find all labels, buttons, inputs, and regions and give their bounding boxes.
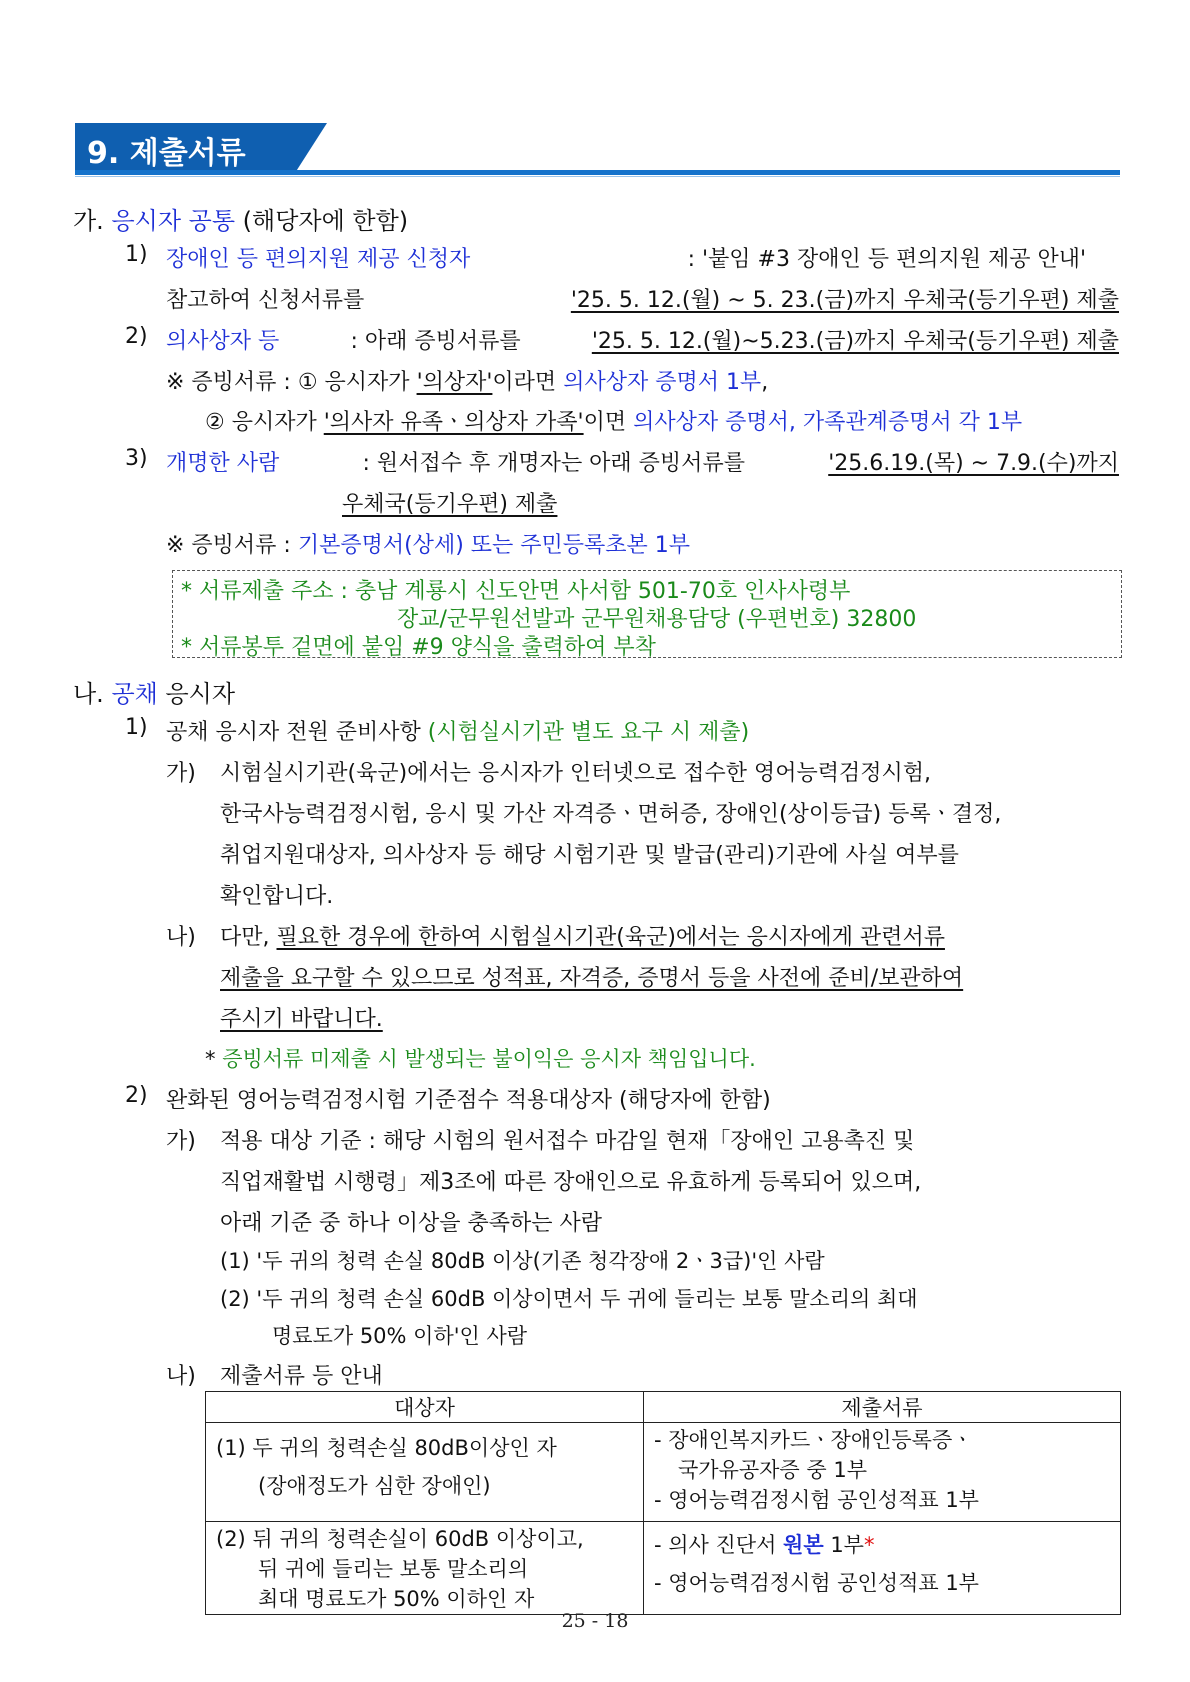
ga-item3-note-blue: 기본증명서(상세) 또는 주민등록초본 1부 (297, 533, 691, 558)
ga-item1-deadline: '25. 5. 12.(월) ~ 5. 23.(금)까지 우체국(등기우편) 제출 (570, 288, 1119, 313)
section-tab-slant (295, 123, 327, 173)
na-title-rest: 응시자 (165, 680, 236, 708)
docs-star: * (863, 1533, 875, 1557)
table-row (206, 1522, 1121, 1615)
text: 아래 기준 중 하나 이상을 충족하는 사람 (220, 1211, 602, 1236)
ga-item3-line1 (166, 446, 1119, 477)
ga-item2-note1-u: '의상자' (416, 370, 493, 395)
na-item1-note-star: * (205, 1047, 216, 1071)
ga-item2-note2-blue: 의사상자 증명서, 가족관계증명서 각 1부 (633, 410, 1023, 435)
ga-item2-note1-pre: ※ 증빙서류 : ① 응시자가 (166, 370, 410, 395)
table-cell-docs (644, 1522, 1121, 1615)
cell-line: (1) 두 귀의 청력손실 80dB이상인 자 (216, 1436, 557, 1460)
docs-pre: - 의사 진단서 (654, 1533, 777, 1557)
na-item1-na-line1 (220, 920, 945, 951)
na-item1-na-line3 (220, 1002, 383, 1033)
ga-item1-line2-pre: 참고하여 신청서류를 (166, 288, 365, 313)
text: 확인합니다. (220, 884, 334, 909)
address-line-2: 장교/군무원선발과 군무원채용담당 (우편번호) 32800 (397, 607, 917, 632)
ga-marker: 가. (73, 207, 104, 235)
ga-title-rest: (해당자에 한함) (242, 207, 409, 235)
ga-item3-note (166, 528, 690, 559)
na-item1-na-u1: 필요한 경우에 한하여 시험실시기관(육군)에서는 응시자에게 관련서류 (276, 925, 945, 950)
ga-item3-deadline2: 우체국(등기우편) 제출 (342, 492, 558, 517)
ga-item2-note2-mid: 이면 (583, 410, 627, 435)
ga-item1-line1 (166, 242, 1086, 273)
ga-item3-note-pre: ※ 증빙서류 : (166, 533, 291, 558)
address-note-box (172, 570, 1122, 658)
text: 적용 대상 기준 : 해당 시험의 원서접수 마감일 현재「장애인 고용촉진 및 (220, 1129, 915, 1154)
na-title-blue: 공채 (111, 680, 158, 708)
na-item1-title-line (166, 715, 749, 746)
criterion-2: (2) '두 귀의 청력 손실 60dB 이상이면서 두 귀에 들리는 보통 말소리의 최대 (220, 1287, 918, 1311)
text: 한국사능력검정시험, 응시 및 가산 자격증ㆍ면허증, 장애인(상이등급) 등록ㆍ결정, (220, 802, 1002, 827)
na-item1-num: 1) (125, 715, 148, 740)
ga-item3-line2 (342, 487, 557, 518)
cell-line: - 장애인복지카드ㆍ장애인등록증ㆍ (654, 1428, 973, 1452)
na-item1-note (205, 1043, 756, 1073)
criterion-1: (1) '두 귀의 청력 손실 80dB 이상(기존 청각장애 2ㆍ3급)'인 사람 (220, 1249, 825, 1273)
ga-item2-deadline: '25. 5. 12.(월)~5.23.(금)까지 우체국(등기우편) 제출 (591, 329, 1119, 354)
na-heading (73, 674, 235, 709)
table-row (206, 1423, 1121, 1522)
ga-item1-num: 1) (125, 242, 148, 267)
na-item1-title: 공채 응시자 전원 준비사항 (166, 720, 421, 745)
ga-item2-note2-pre: ② 응시자가 (205, 410, 317, 435)
address-line: * 서류제출 주소 : 충남 계룡시 신도안면 사서함 501-70호 인사사령부 (181, 579, 851, 604)
ga-item2-note1 (166, 365, 768, 396)
na-item2-ga-marker: 가) (166, 1129, 196, 1154)
cell-line: - 영어능력검정시험 공인성적표 1부 (654, 1571, 979, 1595)
na-item1-ga-marker: 가) (166, 761, 196, 786)
na-item2-title-rest: (해당자에 한함) (619, 1088, 771, 1113)
criterion-2-cont: 명료도가 50% 이하'인 사람 (272, 1324, 528, 1348)
ga-item2-line (166, 324, 1119, 355)
ga-heading (73, 201, 408, 236)
ga-item2-note1-mid: 이라면 (492, 370, 557, 395)
na-item2-ga-line3 (220, 1206, 602, 1237)
ga-item3-deadline: '25.6.19.(목) ~ 7.9.(수)까지 (828, 451, 1119, 476)
table-cell-docs (644, 1423, 1121, 1522)
na-item1-na-marker: 나) (166, 925, 196, 950)
table-header: 대상자 (206, 1392, 644, 1423)
na-item1-ga-line3 (220, 838, 1119, 869)
cell-line: - 영어능력검정시험 공인성적표 1부 (654, 1488, 979, 1512)
ga-item3-rest: : 원서접수 후 개명자는 아래 증빙서류를 (362, 451, 745, 476)
na-item1-na-line2 (220, 961, 963, 992)
table-cell-target (206, 1522, 644, 1615)
ga-item2-num: 2) (125, 324, 148, 349)
section-header (75, 123, 1120, 178)
cell-line: (장애정도가 심한 장애인) (258, 1474, 491, 1498)
na-item2-title: 완화된 영어능력검정시험 기준점수 적용대상자 (166, 1088, 613, 1113)
na-item1-na-u2: 제출을 요구할 수 있으므로 성적표, 자격증, 증명서 등을 사전에 준비/보관하여 (220, 966, 964, 991)
ga-title-blue: 응시자 공통 (111, 207, 236, 235)
cell-line: (2) 뒤 귀의 청력손실이 60dB 이상이고, (216, 1527, 584, 1551)
docs-original: 원본 (783, 1533, 824, 1557)
na-item1-note-green: 증빙서류 미제출 시 발생되는 불이익은 응시자 책임입니다. (222, 1047, 756, 1071)
envelope-note: * 서류봉투 겉면에 붙임 #9 양식을 출력하여 부착 (181, 635, 656, 660)
na-item1-ga-line4 (220, 879, 333, 910)
ga-item3-label: 개명한 사람 (166, 451, 280, 476)
ga-item2-note1-blue: 의사상자 증명서 1부 (563, 370, 762, 395)
text: 취업지원대상자, 의사상자 등 해당 시험기관 및 발급(관리)기관에 사실 여부를 (220, 843, 959, 868)
requirements-table (205, 1391, 1121, 1615)
na-item2-na-title: 제출서류 등 안내 (220, 1364, 383, 1389)
ga-item1-label: 장애인 등 편의지원 제공 신청자 (166, 247, 471, 272)
ga-item1-line2 (166, 283, 1119, 314)
cell-line: 국가유공자증 중 1부 (678, 1458, 867, 1482)
na-item1-ga-line2 (220, 797, 1119, 828)
cell-line (654, 1530, 1120, 1568)
text: 시험실시기관(육군)에서는 응시자가 인터넷으로 접수한 영어능력검정시험, (220, 761, 931, 786)
ga-item2-note2-u: '의사자 유족ㆍ의상자 가족' (323, 410, 584, 435)
cell-line: 최대 명료도가 50% 이하인 자 (258, 1587, 535, 1611)
na-item2-num: 2) (125, 1083, 148, 1108)
ga-item1-rest: : '붙임 #3 장애인 등 편의지원 제공 안내' (687, 247, 1086, 272)
ga-item2-rest: : 아래 증빙서류를 (350, 329, 521, 354)
section-title: 9. 제출서류 (87, 136, 246, 171)
page-number: 25 - 18 (561, 1610, 629, 1632)
docs-post: 1부 (830, 1533, 864, 1557)
na-item1-na-u3: 주시기 바랍니다. (220, 1007, 383, 1032)
na-marker: 나. (73, 680, 104, 708)
table-cell-target (206, 1423, 644, 1522)
ga-item3-num: 3) (125, 446, 148, 471)
ga-item2-note1-end: , (761, 370, 769, 395)
na-item2-ga-line2 (220, 1165, 1119, 1196)
table-header-row (206, 1392, 1121, 1423)
ga-item2-note2 (205, 405, 1022, 436)
na-item2-na-marker: 나) (166, 1364, 196, 1389)
na-item1-na-pre: 다만, (220, 925, 270, 950)
na-item2-title-line (166, 1083, 771, 1114)
na-item2-ga-line1 (220, 1124, 1119, 1155)
na-item1-title-green: (시험실시기관 별도 요구 시 제출) (427, 720, 750, 745)
section-rule-light (75, 176, 1120, 177)
na-item1-ga-line1 (220, 756, 1119, 787)
ga-item2-label: 의사상자 등 (166, 329, 280, 354)
cell-line: 뒤 귀에 들리는 보통 말소리의 (258, 1557, 529, 1581)
table-header: 제출서류 (644, 1392, 1121, 1423)
text: 직업재활법 시행령」제3조에 따른 장애인으로 유효하게 등록되어 있으며, (220, 1170, 922, 1195)
